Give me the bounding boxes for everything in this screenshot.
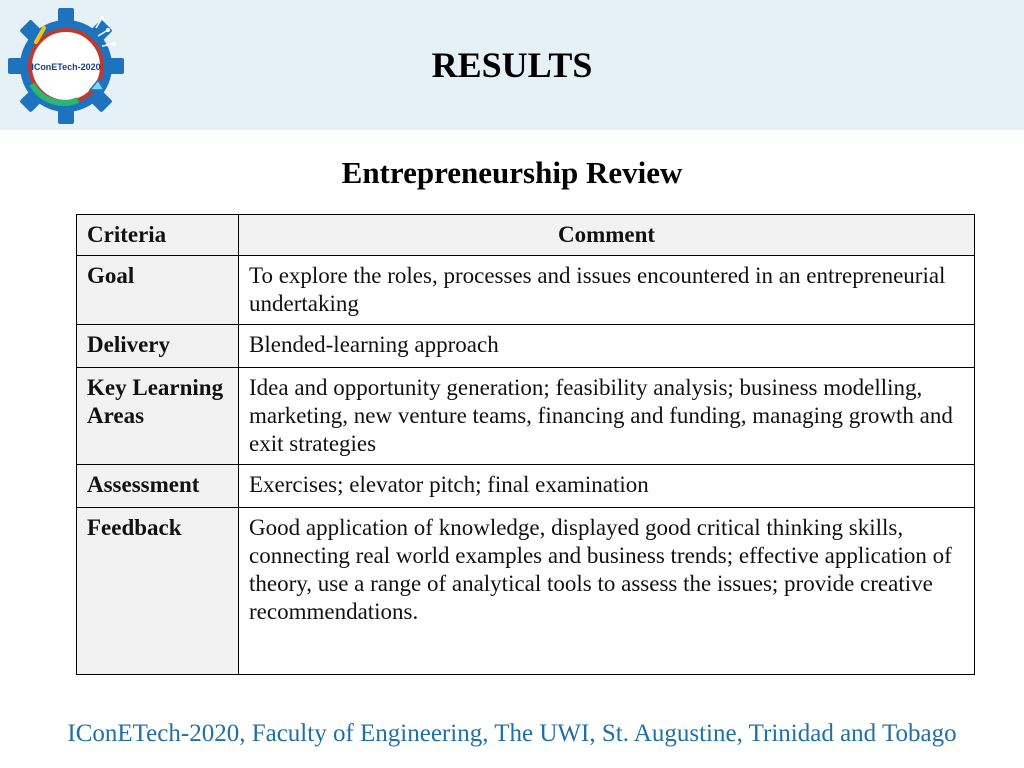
table-row [77,465,975,508]
column-header-comment: Comment [239,215,975,256]
criteria-cell: Assessment [77,465,239,508]
criteria-cell: Goal [77,256,239,325]
table-header-row [77,215,975,256]
table-row [77,508,975,675]
logo-text: IConETech-2020 [31,62,101,72]
comment-cell: To explore the roles, processes and issues encountered in an entrepreneurial undertaking [239,256,975,325]
criteria-cell: Delivery [77,325,239,368]
table-row [77,325,975,368]
footer-text: IConETech-2020, Faculty of Engineering, The UWI, St. Augustine, Trinidad and Tobago [67,720,957,747]
table-row [77,256,975,325]
column-header-criteria: Criteria [77,215,239,256]
comment-cell: Idea and opportunity generation; feasibility analysis; business modelling, marketing, new venture teams, financing and funding, managing growth and exit strategies [239,368,975,465]
comment-cell: Blended-learning approach [239,325,975,368]
page-title: RESULTS [431,45,593,85]
criteria-cell: Feedback [77,508,239,675]
comment-cell: Good application of knowledge, displayed good critical thinking skills, connecting real world examples and business trends; effective application of theory, use a range of analytical tools to assess the issues; provide creative recommendations. [239,508,975,675]
comment-cell: Exercises; elevator pitch; final examination [239,465,975,508]
review-table [76,214,975,675]
table-row [77,368,975,465]
criteria-cell: Key Learning Areas [77,368,239,465]
section-subtitle: Entrepreneurship Review [341,155,683,190]
